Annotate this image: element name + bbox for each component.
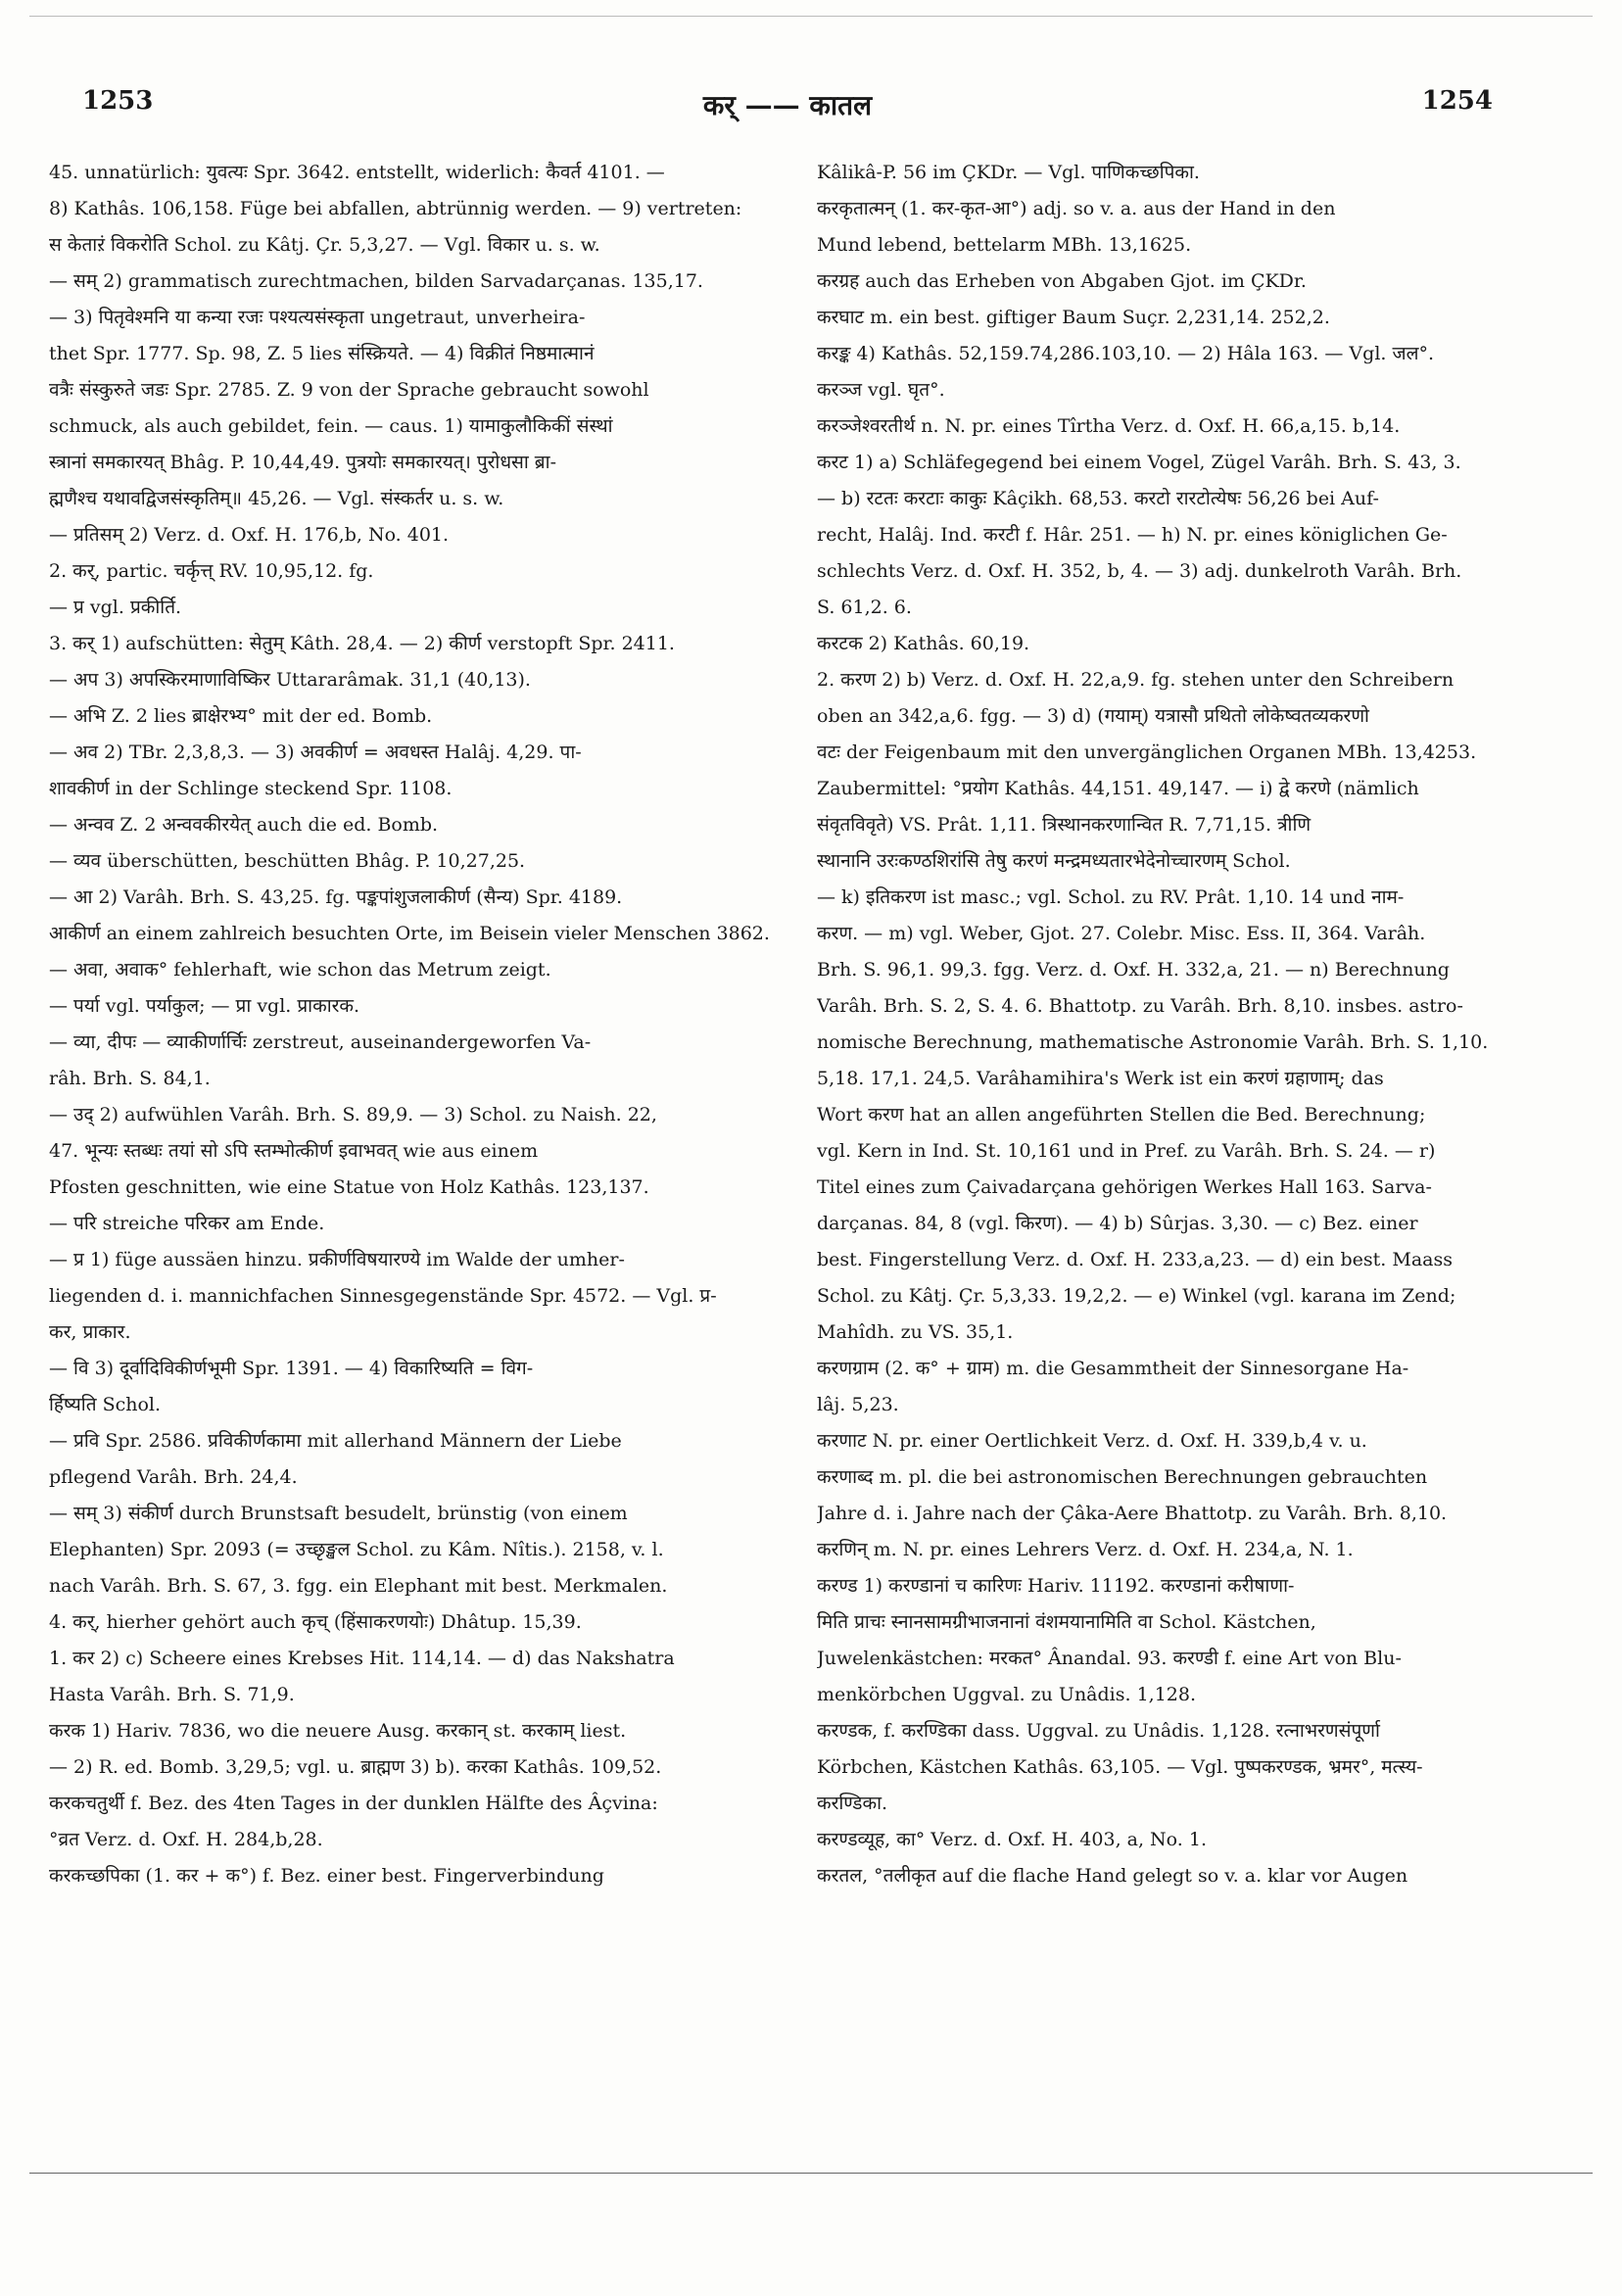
text-line: — वि 3) दूर्वादिविकीर्णभूमी Spr. 1391. — 4) विकारिष्यति = विग- xyxy=(49,1358,534,1379)
text-line: करणाट N. pr. einer Oertlichkeit Verz. d. Oxf. H. 339,b,4 v. u. xyxy=(817,1430,1367,1452)
text-line: — उद् 2) aufwühlen Varâh. Brh. S. 89,9. — 3) Schol. zu Naish. 22, xyxy=(49,1104,657,1125)
text-line: र्हिष्यति Schol. xyxy=(49,1394,162,1415)
text-line: करण्डक, f. करण्डिका dass. Uggval. zu Unâdis. 1,128. रत्नाभरणसंपूर्णा xyxy=(817,1720,1380,1742)
text-line: Jahre d. i. Jahre nach der Çâka-Aere Bhattotp. zu Varâh. Brh. 8,10. xyxy=(817,1503,1448,1524)
text-line: वत्रैः संस्कुरुते जडः Spr. 2785. Z. 9 von der Sprache gebraucht sowohl xyxy=(49,379,649,401)
text-line: करकचतुर्थी f. Bez. des 4ten Tages in der dunklen Hälfte des Âçvina: xyxy=(49,1793,658,1814)
text-line: best. Fingerstellung Verz. d. Oxf. H. 233,a,23. — d) ein best. Maass xyxy=(817,1249,1453,1270)
text-line: संवृतविवृते) VS. Prât. 1,11. त्रिस्थानकरणान्वित R. 7,71,15. त्रीणि xyxy=(817,814,1312,836)
text-line: — प्रवि Spr. 2586. प्रविकीर्णकामा mit allerhand Männern der Liebe xyxy=(49,1430,622,1452)
text-line: करङ्क 4) Kathâs. 52,159.74,286.103,10. — 2) Hâla 163. — Vgl. जल°. xyxy=(817,343,1434,364)
text-line: 8) Kathâs. 106,158. Füge bei abfallen, abtrünnig werden. — 9) vertreten: xyxy=(49,198,742,219)
text-line: Wort करण hat an allen angeführten Stellen die Bed. Berechnung; xyxy=(817,1104,1426,1125)
text-line: करट 1) a) Schläfegegend bei einem Vogel, Zügel Varâh. Brh. S. 43, 3. xyxy=(817,452,1461,473)
text-line: करणाब्द m. pl. die bei astronomischen Berechnungen gebrauchten xyxy=(817,1466,1428,1488)
text-line: Kâlikâ-P. 56 im ÇKDr. — Vgl. पाणिकच्छपिका. xyxy=(817,162,1200,183)
text-line: — 2) R. ed. Bomb. 3,29,5; vgl. u. ब्राह्मण 3) b). करका Kathâs. 109,52. xyxy=(49,1756,662,1778)
text-line: — अवा, अवाक° fehlerhaft, wie schon das Metrum zeigt. xyxy=(49,959,551,981)
right-column xyxy=(817,155,1491,1894)
text-line: करकृतात्मन् (1. कर-कृत-आ°) adj. so v. a. aus der Hand in den xyxy=(817,198,1336,219)
text-line: 47. भून्यः स्तब्धः तयां सो ऽपि स्तम्भोत्कीर्ण इवाभवत् wie aus einem xyxy=(49,1140,539,1162)
text-line: Brh. S. 96,1. 99,3. fgg. Verz. d. Oxf. H. 332,a, 21. — n) Berechnung xyxy=(817,959,1450,981)
text-line: ह्मणैश्च यथावद्विजसंस्कृतिम्॥ 45,26. — Vgl. संस्कर्तर u. s. w. xyxy=(49,488,504,509)
text-line: करञ्जेश्वरतीर्थ n. N. pr. eines Tîrtha Verz. d. Oxf. H. 66,a,15. b,14. xyxy=(817,415,1401,437)
text-line: मिति प्राचः स्नानसामग्रीभाजनानां वंशमयानामिति वा Schol. Kästchen, xyxy=(817,1611,1316,1633)
text-line: कर, प्राकार. xyxy=(49,1321,131,1343)
text-line: Titel eines zum Çaivadarçana gehörigen Werkes Hall 163. Sarva- xyxy=(817,1176,1432,1198)
text-line: Schol. zu Kâtj. Çr. 5,3,33. 19,2,2. — e) Winkel (vgl. karana im Zend; xyxy=(817,1285,1456,1307)
text-line: करणिन् m. N. pr. eines Lehrers Verz. d. Oxf. H. 234,a, N. 1. xyxy=(817,1539,1354,1560)
text-line: करकच्छपिका (1. कर + क°) f. Bez. einer best. Fingerverbindung xyxy=(49,1865,604,1887)
text-line: स्त्रानां समकारयत् Bhâg. P. 10,44,49. पुत्रयोः समकारयत्। पुरोधसा ब्रा- xyxy=(49,452,556,473)
text-line: करणग्राम (2. क° + ग्राम) m. die Gesammtheit der Sinnesorgane Ha- xyxy=(817,1358,1409,1379)
text-line: — अप 3) अपस्किरमाणाविष्किर Uttararâmak. 31,1 (40,13). xyxy=(49,669,531,691)
text-line: pflegend Varâh. Brh. 24,4. xyxy=(49,1466,298,1488)
text-line: — प्र 1) füge aussäen hinzu. प्रकीर्णविषयारण्ये im Walde der umher- xyxy=(49,1249,625,1270)
text-line: करतल, °तलीकृत auf die flache Hand gelegt so v. a. klar vor Augen xyxy=(817,1865,1408,1887)
text-line: करण. — m) vgl. Weber, Gjot. 27. Colebr. Misc. Ess. II, 364. Varâh. xyxy=(817,923,1426,944)
text-line: — सम् 2) grammatisch zurechtmachen, bilden Sarvadarçanas. 135,17. xyxy=(49,270,703,292)
text-line: Pfosten geschnitten, wie eine Statue von Holz Kathâs. 123,137. xyxy=(49,1176,649,1198)
text-line: करण्डिका. xyxy=(817,1793,888,1814)
text-line: वटः der Feigenbaum mit den unvergänglichen Organen MBh. 13,4253. xyxy=(817,741,1477,763)
left-column xyxy=(49,155,793,1894)
text-line: 2. करण 2) b) Verz. d. Oxf. H. 22,a,9. fg. stehen unter den Schreibern xyxy=(817,669,1455,691)
text-line: — प्रतिसम् 2) Verz. d. Oxf. H. 176,b, No. 401. xyxy=(49,524,450,546)
text-line: स केताऱं विकरोति Schol. zu Kâtj. Çr. 5,3,27. — Vgl. विकार u. s. w. xyxy=(49,234,600,256)
text-line: — आ 2) Varâh. Brh. S. 43,25. fg. पङ्कपांशुजलाकीर्ण (सैन्य) Spr. 4189. xyxy=(49,886,623,908)
page-header xyxy=(82,86,1493,135)
text-line: 4. कर्, hierher gehört auch कृच् (हिंसाकरणयोः) Dhâtup. 15,39. xyxy=(49,1611,582,1633)
text-line: — 3) पितृवेश्मनि या कन्या रजः पश्यत्यसंस्कृता ungetraut, unverheira- xyxy=(49,307,586,328)
text-line: lâj. 5,23. xyxy=(817,1394,899,1415)
text-line: — अभि Z. 2 lies ब्राक्षेरभ्य° mit der ed. Bomb. xyxy=(49,705,433,727)
text-line: Körbchen, Kästchen Kathâs. 63,105. — Vgl. पुष्पकरण्डक, भ्रमर°, मत्स्य- xyxy=(817,1756,1423,1778)
text-line: 45. unnatürlich: युवत्यः Spr. 3642. entstellt, widerlich: कैवर्त 4101. — xyxy=(49,162,665,183)
text-line: — b) रटतः करटाः काकुः Kâçikh. 68,53. करटो रारटोत्येषः 56,26 bei Auf- xyxy=(817,488,1379,509)
text-line: S. 61,2. 6. xyxy=(817,597,912,618)
text-line: — व्या, दीपः — व्याकीर्णार्चिः zerstreut, auseinandergeworfen Va- xyxy=(49,1031,592,1053)
text-line: 3. कर् 1) aufschütten: सेतुम् Kâth. 28,4. — 2) कीर्ण verstopft Spr. 2411. xyxy=(49,633,675,654)
text-line: vgl. Kern in Ind. St. 10,161 und in Pref. zu Varâh. Brh. S. 24. — r) xyxy=(817,1140,1436,1162)
text-line: — सम् 3) संकीर्ण durch Brunstsaft besudelt, brünstig (von einem xyxy=(49,1503,628,1524)
running-title: कर् —— कातल xyxy=(702,89,873,121)
left-page-number: 1253 xyxy=(82,86,154,116)
text-line: — k) इतिकरण ist masc.; vgl. Schol. zu RV. Prât. 1,10. 14 und नाम- xyxy=(817,886,1405,908)
text-line: करक 1) Hariv. 7836, wo die neuere Ausg. करकान् st. करकाम् liest. xyxy=(49,1720,627,1742)
text-line: recht, Halâj. Ind. करटी f. Hâr. 251. — h) N. pr. eines königlichen Ge- xyxy=(817,524,1448,546)
text-line: thet Spr. 1777. Sp. 98, Z. 5 lies संस्क्रियते. — 4) विक्रीतं निष्ठमात्मानं xyxy=(49,343,595,364)
text-line: menkörbchen Uggval. zu Unâdis. 1,128. xyxy=(817,1684,1197,1705)
top-edge-rule xyxy=(29,16,1593,17)
text-line: liegenden d. i. mannichfachen Sinnesgegenstände Spr. 4572. — Vgl. प्र- xyxy=(49,1285,717,1307)
text-line: करञ्ज vgl. घृत°. xyxy=(817,379,945,401)
text-line: — प्र vgl. प्रकीर्ति. xyxy=(49,597,182,618)
text-line: करण्ड 1) करण्डानां च कारिणः Hariv. 11192. करण्डानां करीषाणा- xyxy=(817,1575,1295,1597)
text-line: Varâh. Brh. S. 2, S. 4. 6. Bhattotp. zu Varâh. Brh. 8,10. insbes. astro- xyxy=(817,995,1463,1017)
text-line: शावकीर्ण in der Schlinge steckend Spr. 1108. xyxy=(49,778,453,799)
text-line: Zaubermittel: °प्रयोग Kathâs. 44,151. 49,147. — i) द्वे करणे (nämlich xyxy=(817,778,1419,799)
text-line: Juwelenkästchen: मरकत° Ânandal. 93. करण्डी f. eine Art von Blu- xyxy=(817,1648,1402,1669)
text-line: râh. Brh. S. 84,1. xyxy=(49,1068,211,1089)
text-line: — अव 2) TBr. 2,3,8,3. — 3) अवकीर्ण = अवधस्त Halâj. 4,29. पा- xyxy=(49,741,582,763)
text-line: — अन्वव Z. 2 अन्ववकीरयेत् auch die ed. Bomb. xyxy=(49,814,439,836)
text-line: schlechts Verz. d. Oxf. H. 352, b, 4. — 3) adj. dunkelroth Varâh. Brh. xyxy=(817,560,1462,582)
text-line: — पर्या vgl. पर्याकुल; — प्रा vgl. प्राकारक. xyxy=(49,995,360,1017)
text-line: Hasta Varâh. Brh. S. 71,9. xyxy=(49,1684,295,1705)
text-line: स्थानानि उरःकण्ठशिरांसि तेषु करणं मन्द्रमध्यतारभेदेनोच्चारणम् Schol. xyxy=(817,850,1291,872)
text-line: करटक 2) Kathâs. 60,19. xyxy=(817,633,1030,654)
text-line: करण्डव्यूह, का° Verz. d. Oxf. H. 403, a, No. 1. xyxy=(817,1829,1207,1850)
text-line: darçanas. 84, 8 (vgl. किरण). — 4) b) Sûrjas. 3,30. — c) Bez. einer xyxy=(817,1213,1418,1234)
text-line: — परि streiche परिकर am Ende. xyxy=(49,1213,325,1234)
text-line: Elephanten) Spr. 2093 (= उच्छृङ्खल Schol. zu Kâm. Nîtis.). 2158, v. l. xyxy=(49,1539,664,1560)
text-line: schmuck, als auch gebildet, fein. — caus. 1) यामाकुलौकिकीं संस्थां xyxy=(49,415,613,437)
text-line: nomische Berechnung, mathematische Astronomie Varâh. Brh. S. 1,10. xyxy=(817,1031,1489,1053)
text-line: करग्रह auch das Erheben von Abgaben Gjot. im ÇKDr. xyxy=(817,270,1307,292)
bottom-rule xyxy=(29,2173,1593,2174)
text-line: करघाट m. ein best. giftiger Baum Suçr. 2,231,14. 252,2. xyxy=(817,307,1330,328)
text-line: — व्यव überschütten, beschütten Bhâg. P. 10,27,25. xyxy=(49,850,526,872)
text-line: 1. कर 2) c) Scheere eines Krebses Hit. 114,14. — d) das Nakshatra xyxy=(49,1648,675,1669)
text-line: Mahîdh. zu VS. 35,1. xyxy=(817,1321,1014,1343)
text-line: nach Varâh. Brh. S. 67, 3. fgg. ein Elephant mit best. Merkmalen. xyxy=(49,1575,668,1597)
text-line: °व्रत Verz. d. Oxf. H. 284,b,28. xyxy=(49,1829,323,1850)
text-line: oben an 342,a,6. fgg. — 3) d) (गयाम्) यत्रासौ प्रथितो लोकेष्वतव्यकरणो xyxy=(817,705,1369,727)
text-line: 5,18. 17,1. 24,5. Varâhamihira's Werk ist ein करणं ग्रहाणाम्; das xyxy=(817,1068,1384,1089)
text-line: 2. कर्, partic. चर्कृत्त् RV. 10,95,12. fg. xyxy=(49,560,374,582)
right-page-number: 1254 xyxy=(1421,86,1493,116)
text-line: आकीर्ण an einem zahlreich besuchten Orte, im Beisein vieler Menschen 3862. xyxy=(49,923,770,944)
text-line: Mund lebend, bettelarm MBh. 13,1625. xyxy=(817,234,1192,256)
